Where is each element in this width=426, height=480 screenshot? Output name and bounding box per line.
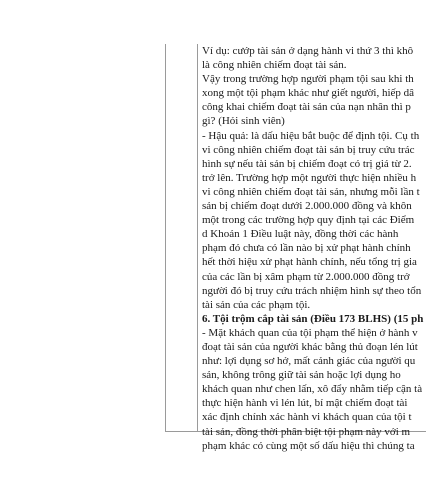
text-line: phạm đó chưa có lần nào bị xử phạt hành chính: [202, 242, 411, 255]
text-line: hình sự nếu tài sản bị chiếm đoạt có trị giá từ 2.: [202, 157, 412, 170]
text-line: như: lợi dụng sơ hở, mất cảnh giác của người qu: [202, 355, 416, 368]
text-line: của các lần bị xâm phạm từ 2.000.000 đồng trở: [202, 270, 410, 283]
text-line: đoạt tài sản của người khác bằng thủ đoạn lén lút: [202, 340, 418, 353]
text-line: - Hậu quả: là dấu hiệu bắt buộc để định tội. Cụ th: [202, 129, 420, 142]
text-line: sản, không trông giữ tài sản hoặc lợi dụng ho: [202, 369, 401, 382]
text-line: Ví dụ: cướp tài sản ở dạng hành vi thứ 3 thì khô: [202, 45, 414, 57]
text-line: thực hiện hành vi lén lút, bí mật chiếm đoạt tài: [202, 397, 408, 410]
text-line: công khai chiếm đoạt tài sản của nạn nhân thì p: [202, 101, 411, 114]
text-line: trở lên. Trường hợp một người thực hiện nhiều h: [202, 171, 417, 184]
text-line: một trong các trường hợp quy định tại các Điểm: [202, 214, 415, 227]
text-line: d Khoản 1 Điều luật này, đồng thời các hành: [202, 228, 399, 241]
text-line: vi công nhiên chiếm đoạt tài sản bị truy cứu trác: [202, 143, 415, 156]
text-line: Vậy trong trường hợp người phạm tội sau khi th: [202, 73, 414, 86]
text-line: vi công nhiên chiếm đoạt tài sản, nhưng mỗi lần t: [202, 185, 420, 198]
text-line: người đó bị truy cứu trách nhiệm hình sự theo tổn: [202, 284, 422, 297]
table-left-border: [165, 44, 166, 432]
text-line: khách quan như chen lấn, xô đẩy nhằm tiếp cận tà: [202, 383, 423, 396]
text-line: tài sản, đồng thời phân biệt tội phạm này với m: [202, 425, 411, 438]
text-line: - Mặt khách quan của tội phạm thể hiện ở hành v: [202, 326, 418, 339]
table-content-cell: [202, 44, 426, 453]
text-line: tài sản của các phạm tội.: [202, 298, 311, 311]
text-line: hết thời hiệu xử phạt hành chính, nếu tổng trị gia: [202, 256, 417, 269]
text-line: phạm khác có cùng một số dấu hiệu thì chúng ta: [202, 439, 415, 452]
text-line: là công nhiên chiếm đoạt tài sản.: [202, 59, 347, 72]
text-line: xác định chính xác hành vi khách quan của tội t: [202, 411, 412, 424]
text-line: sản bị chiếm đoạt dưới 2.000.000 đồng và khôn: [202, 200, 412, 213]
text-line: xong một tội phạm khác như giết người, hiếp dâ: [202, 87, 415, 100]
section-heading: 6. Tội trộm cắp tài sản (Điều 173 BLHS) (15 ph: [202, 312, 424, 325]
text-line: gì? (Hỏi sinh viên): [202, 115, 285, 128]
table-column-divider: [197, 44, 198, 432]
